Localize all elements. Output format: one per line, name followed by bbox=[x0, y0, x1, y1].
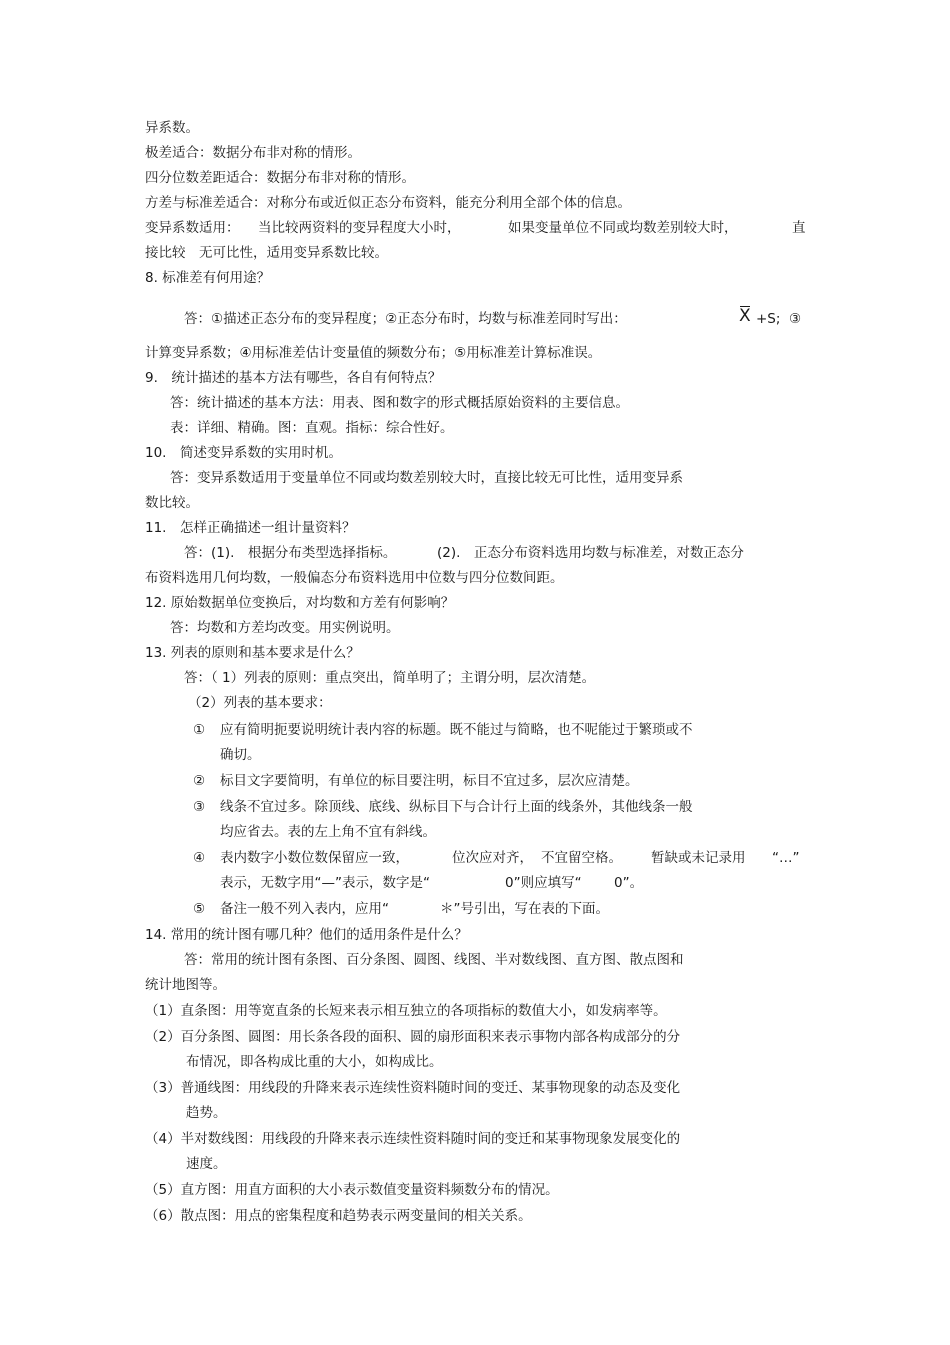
question-heading: 11. 怎样正确描述一组计量资料？ bbox=[145, 520, 356, 536]
text-line: ③ bbox=[789, 311, 802, 327]
text-line: 答：常用的统计图有条图、百分条图、圆图、线图、半对数线图、直方图、散点图和 bbox=[184, 952, 684, 968]
formula-plus-s: +S; bbox=[756, 311, 781, 327]
text-line: 确切。 bbox=[220, 747, 261, 763]
text-line: 布情况，即各构成比重的大小，如构成比。 bbox=[186, 1054, 443, 1070]
text-line: 答：（ 1）列表的原则：重点突出，简单明了；主谓分明，层次清楚。 bbox=[184, 670, 596, 686]
question-heading: 9. 统计描述的基本方法有哪些，各自有何特点？ bbox=[145, 370, 442, 386]
text-line: 表内数字小数位数保留应一致， bbox=[220, 850, 409, 866]
text-line: 直 bbox=[792, 220, 806, 236]
question-heading: 8. 标准差有何用途？ bbox=[145, 270, 271, 286]
text-line: 答：①描述正态分布的变异程度；②正态分布时，均数与标准差同时写出： bbox=[184, 311, 627, 327]
text-line: 不宜留空格。 bbox=[541, 850, 622, 866]
text-line: 标目文字要简明，有单位的标目要注明，标目不宜过多，层次应清楚。 bbox=[220, 773, 639, 789]
text-line: “…” bbox=[772, 850, 800, 866]
text-line: 计算变异系数；④用标准差估计变量值的频数分布；⑤用标准差计算标准误。 bbox=[145, 345, 602, 361]
text-line: 方差与标准差适合：对称分布或近似正态分布资料，能充分利用全部个体的信息。 bbox=[145, 195, 631, 211]
text-line: 接比较 无可比性，适用变异系数比较。 bbox=[145, 245, 388, 261]
text-line: 变异系数适用： bbox=[145, 220, 240, 236]
text-line: ＊”号引出，写在表的下面。 bbox=[440, 901, 609, 917]
text-line: 四分位数差距适合：数据分布非对称的情形。 bbox=[145, 170, 415, 186]
text-line: 表：详细、精确。图：直观。指标：综合性好。 bbox=[170, 420, 454, 436]
list-number: ② bbox=[193, 773, 206, 789]
text-line: （4）半对数线图：用线段的升降来表示连续性资料随时间的变迁和某事物现象发展变化的 bbox=[145, 1131, 681, 1147]
question-heading: 12. 原始数据单位变换后，对均数和方差有何影响？ bbox=[145, 595, 455, 611]
text-line: 均应省去。表的左上角不宜有斜线。 bbox=[220, 824, 436, 840]
text-line: 统计地图等。 bbox=[145, 977, 226, 993]
text-line: 0”则应填写“ bbox=[505, 875, 582, 891]
question-heading: 10. 简述变异系数的实用时机。 bbox=[145, 445, 342, 461]
text-line: 答：均数和方差均改变。用实例说明。 bbox=[170, 620, 400, 636]
text-line: 异系数。 bbox=[145, 120, 199, 136]
text-line: 应有简明扼要说明统计表内容的标题。既不能过与简略，也不呢能过于繁琐或不 bbox=[220, 722, 693, 738]
text-line: 备注一般不列入表内，应用“ bbox=[220, 901, 389, 917]
text-line: 答：(1). 根据分布类型选择指标。 bbox=[184, 545, 397, 561]
text-line: 暂缺或未记录用 bbox=[651, 850, 746, 866]
x-bar: X bbox=[739, 306, 751, 326]
text-line: 速度。 bbox=[186, 1156, 227, 1172]
text-line: （6）散点图：用点的密集程度和趋势表示两变量间的相关关系。 bbox=[145, 1208, 532, 1224]
list-number: ① bbox=[193, 722, 206, 738]
text-line: 表示，无数字用“—”表示，数字是“ bbox=[220, 875, 430, 891]
text-line: 0”。 bbox=[614, 875, 644, 891]
text-line: （2）列表的基本要求： bbox=[188, 695, 332, 711]
text-line: 答：变异系数适用于变量单位不同或均数差别较大时，直接比较无可比性，适用变异系 bbox=[170, 470, 683, 486]
list-number: ④ bbox=[193, 850, 206, 866]
text-line: 极差适合：数据分布非对称的情形。 bbox=[145, 145, 361, 161]
text-line: （3）普通线图：用线段的升降来表示连续性资料随时间的变迁、某事物现象的动态及变化 bbox=[145, 1080, 681, 1096]
text-line: （2）百分条图、圆图：用长条各段的面积、圆的扇形面积来表示事物内部各构成部分的分 bbox=[145, 1029, 681, 1045]
text-line: 答：统计描述的基本方法：用表、图和数字的形式概括原始资料的主要信息。 bbox=[170, 395, 629, 411]
text-line: （5）直方图：用直方面积的大小表示数值变量资料频数分布的情况。 bbox=[145, 1182, 559, 1198]
list-number: ③ bbox=[193, 799, 206, 815]
text-line: 趋势。 bbox=[186, 1105, 227, 1121]
text-line: 如果变量单位不同或均数差别较大时， bbox=[508, 220, 738, 236]
question-heading: 13. 列表的原则和基本要求是什么？ bbox=[145, 645, 360, 661]
text-line: 数比较。 bbox=[145, 495, 199, 511]
text-line: 当比较两资料的变异程度大小时， bbox=[258, 220, 461, 236]
text-line: (2). 正态分布资料选用均数与标准差，对数正态分 bbox=[437, 545, 744, 561]
list-number: ⑤ bbox=[193, 901, 206, 917]
text-line: （1）直条图：用等宽直条的长短来表示相互独立的各项指标的数值大小，如发病率等。 bbox=[145, 1003, 667, 1019]
text-line: 位次应对齐， bbox=[452, 850, 533, 866]
question-heading: 14. 常用的统计图有哪几种？他们的适用条件是什么？ bbox=[145, 927, 468, 943]
text-line: 线条不宜过多。除顶线、底线、纵标目下与合计行上面的线条外，其他线条一般 bbox=[220, 799, 693, 815]
formula-mean-symbol bbox=[739, 306, 751, 327]
text-line: 布资料选用几何均数，一般偏态分布资料选用中位数与四分位数间距。 bbox=[145, 570, 564, 586]
